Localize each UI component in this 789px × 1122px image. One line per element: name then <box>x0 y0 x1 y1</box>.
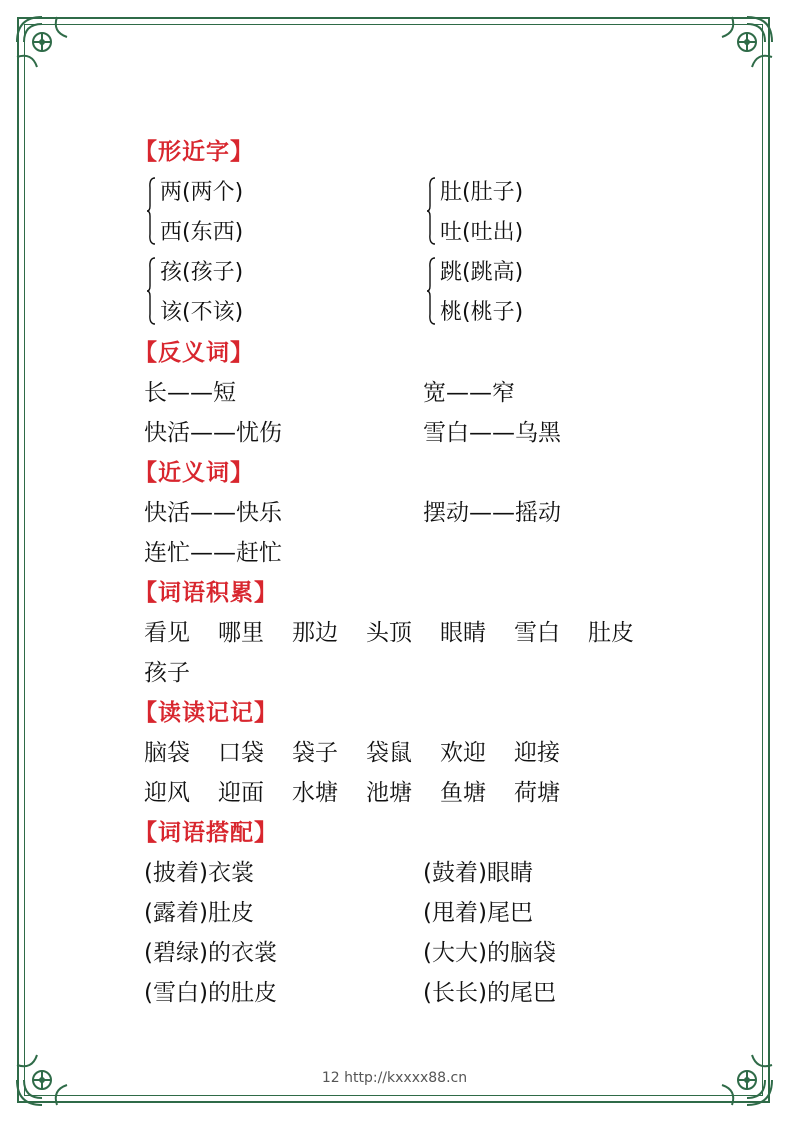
collocation-item: (披着)衣裳 <box>144 860 254 886</box>
word-item: 哪里 <box>218 620 264 646</box>
word-item: 迎接 <box>514 740 560 766</box>
word-item: 荷塘 <box>514 780 560 806</box>
brace-icon <box>146 176 156 246</box>
collocation-item: (碧绿)的衣裳 <box>144 940 277 966</box>
xingjin-item: 吐(吐出) <box>440 220 524 245</box>
word-item: 脑袋 <box>144 740 190 766</box>
xingjin-item: 两(两个) <box>160 180 244 205</box>
xingjin-item: 该(不该) <box>160 300 244 325</box>
corner-ornament-icon <box>12 12 72 72</box>
word-item: 那边 <box>292 620 338 646</box>
synonym-pair: 摆动——摇动 <box>423 500 561 526</box>
brace-icon <box>426 176 436 246</box>
antonym-pair: 雪白——乌黑 <box>423 420 561 446</box>
collocation-item: (甩着)尾巴 <box>423 900 533 926</box>
section-title-jinyi: 【近义词】 <box>134 460 254 486</box>
section-title-dudu: 【读读记记】 <box>134 700 278 726</box>
collocation-item: (长长)的尾巴 <box>423 980 556 1006</box>
word-list-dudu-2 <box>144 774 588 807</box>
word-item: 袋子 <box>292 740 338 766</box>
word-item: 水塘 <box>292 780 338 806</box>
word-item: 池塘 <box>366 780 412 806</box>
page-footer: 12 http://kxxxx88.cn <box>321 1070 468 1086</box>
word-item: 孩子 <box>144 660 190 686</box>
word-item: 迎面 <box>218 780 264 806</box>
xingjin-item: 西(东西) <box>160 220 244 245</box>
word-item: 眼睛 <box>440 620 486 646</box>
word-item: 肚皮 <box>588 620 634 646</box>
word-list-dudu-1 <box>144 734 588 767</box>
collocation-item: (鼓着)眼睛 <box>423 860 533 886</box>
antonym-pair: 快活——忧伤 <box>144 420 282 446</box>
brace-icon <box>146 256 156 326</box>
word-item: 雪白 <box>514 620 560 646</box>
brace-icon <box>426 256 436 326</box>
collocation-item: (雪白)的肚皮 <box>144 980 277 1006</box>
word-list-jilei-2 <box>144 654 218 687</box>
word-item: 口袋 <box>218 740 264 766</box>
word-item: 袋鼠 <box>366 740 412 766</box>
antonym-pair: 长——短 <box>144 380 236 406</box>
antonym-pair: 宽——窄 <box>423 380 515 406</box>
xingjin-item: 桃(桃子) <box>440 300 524 325</box>
synonym-pair: 连忙——赶忙 <box>144 540 282 566</box>
word-item: 欢迎 <box>440 740 486 766</box>
word-item: 看见 <box>144 620 190 646</box>
section-title-jilei: 【词语积累】 <box>134 580 278 606</box>
word-list-jilei-1 <box>144 614 662 647</box>
xingjin-item: 跳(跳高) <box>440 260 524 285</box>
page-border-inner <box>24 24 763 1096</box>
word-item: 头顶 <box>366 620 412 646</box>
collocation-item: (露着)肚皮 <box>144 900 254 926</box>
section-title-dapei: 【词语搭配】 <box>134 820 278 846</box>
section-title-fanyi: 【反义词】 <box>134 340 254 366</box>
word-item: 鱼塘 <box>440 780 486 806</box>
collocation-item: (大大)的脑袋 <box>423 940 556 966</box>
section-title-xingjin: 【形近字】 <box>134 139 254 165</box>
xingjin-item: 肚(肚子) <box>440 180 524 205</box>
synonym-pair: 快活——快乐 <box>144 500 282 526</box>
corner-ornament-icon <box>717 12 777 72</box>
word-item: 迎风 <box>144 780 190 806</box>
xingjin-item: 孩(孩子) <box>160 260 244 285</box>
